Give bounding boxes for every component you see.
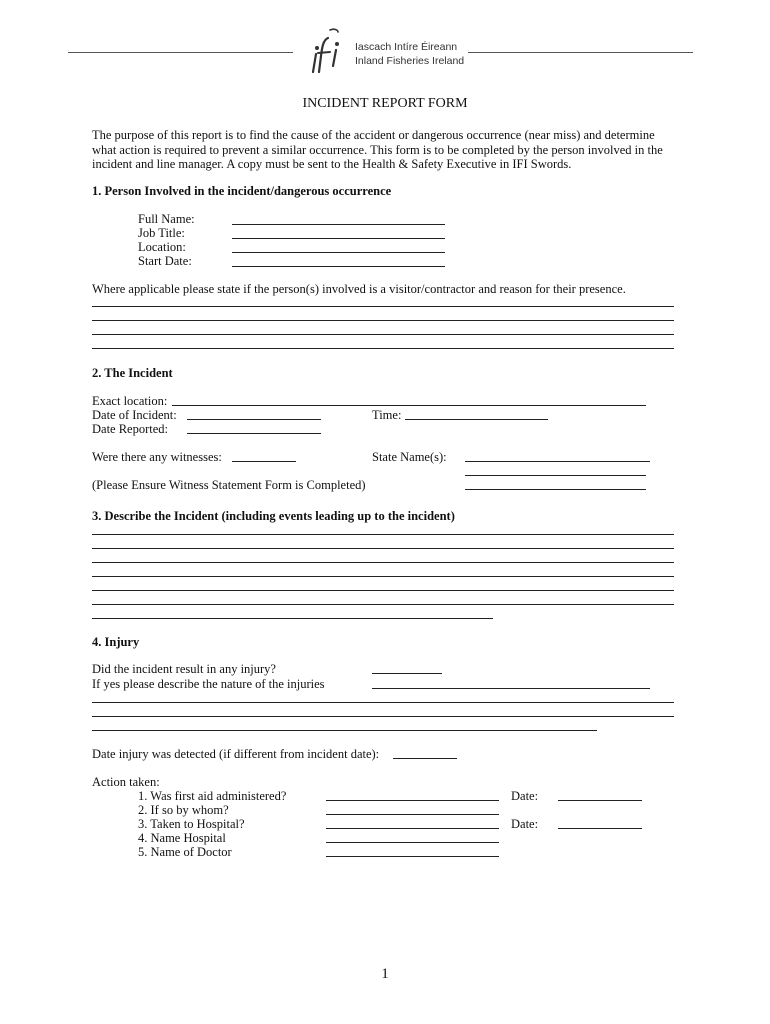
start-date-field[interactable] [232, 266, 445, 267]
describe-line-4[interactable] [92, 576, 674, 577]
first-aid-field[interactable] [326, 800, 499, 801]
field-label-location: Location: [138, 240, 186, 254]
ifi-logo-icon [304, 26, 346, 78]
field-label-full-name: Full Name: [138, 212, 195, 226]
name-doctor-field[interactable] [326, 856, 499, 857]
date-reported-field[interactable] [187, 433, 321, 434]
describe-line-7[interactable] [92, 618, 493, 619]
date-label-hospital: Date: [511, 817, 539, 831]
hospital-field[interactable] [326, 828, 499, 829]
by-whom-field[interactable] [326, 814, 499, 815]
date-detected-field[interactable] [393, 758, 457, 759]
section2-heading: 2. The Incident [92, 366, 173, 380]
visitor-line-1[interactable] [92, 306, 674, 307]
state-names-label: State Name(s): [372, 450, 447, 464]
injury-line-2[interactable] [92, 716, 674, 717]
describe-line-5[interactable] [92, 590, 674, 591]
date-of-incident-label: Date of Incident: [92, 408, 177, 422]
visitor-prompt: Where applicable please state if the person(s) involved is a visitor/contractor and reason for their presence. [92, 282, 626, 296]
org-name-english: Inland Fisheries Ireland [355, 55, 465, 67]
time-label: Time: [372, 408, 402, 422]
exact-location-label: Exact location: [92, 394, 168, 408]
witness-name-field-2[interactable] [465, 475, 646, 476]
location-field[interactable] [232, 252, 445, 253]
first-aid-date-field[interactable] [558, 800, 642, 801]
describe-line-3[interactable] [92, 562, 674, 563]
injury-describe-field[interactable] [372, 688, 650, 689]
date-reported-label: Date Reported: [92, 422, 169, 436]
date-label-first-aid: Date: [511, 789, 539, 803]
describe-line-2[interactable] [92, 548, 674, 549]
section3-heading: 3. Describe the Incident (including events leading up to the incident) [92, 509, 455, 523]
form-title: INCIDENT REPORT FORM [302, 96, 468, 111]
time-field[interactable] [405, 419, 548, 420]
action-item-name-doctor: 5. Name of Doctor [138, 845, 232, 859]
injury-question: Did the incident result in any injury? [92, 662, 276, 676]
org-name-irish: Iascach Intíre Éireann [355, 41, 458, 53]
witness-name-field-3[interactable] [465, 489, 646, 490]
date-of-incident-field[interactable] [187, 419, 321, 420]
witnesses-field[interactable] [232, 461, 296, 462]
hospital-date-field[interactable] [558, 828, 642, 829]
date-detected-label: Date injury was detected (if different from incident date): [92, 747, 380, 761]
visitor-line-2[interactable] [92, 320, 674, 321]
injury-describe-label: If yes please describe the nature of the injuries [92, 677, 325, 691]
visitor-line-3[interactable] [92, 334, 674, 335]
section1-heading: 1. Person Involved in the incident/dangerous occurrence [92, 184, 392, 198]
field-label-job-title: Job Title: [138, 226, 185, 240]
name-hospital-field[interactable] [326, 842, 499, 843]
action-item-first-aid: 1. Was first aid administered? [138, 789, 287, 803]
describe-line-6[interactable] [92, 604, 674, 605]
action-item-name-hospital: 4. Name Hospital [138, 831, 226, 845]
injury-line-3[interactable] [92, 730, 597, 731]
header-rule-right [468, 52, 693, 53]
action-item-hospital: 3. Taken to Hospital? [138, 817, 245, 831]
job-title-field[interactable] [232, 238, 445, 239]
action-taken-label: Action taken: [92, 775, 160, 789]
visitor-line-4[interactable] [92, 348, 674, 349]
section4-heading: 4. Injury [92, 635, 140, 649]
header-rule-left [68, 52, 293, 53]
field-label-start-date: Start Date: [138, 254, 192, 268]
witnesses-label: Were there any witnesses: [92, 450, 222, 464]
injury-line-1[interactable] [92, 702, 674, 703]
witness-note: (Please Ensure Witness Statement Form is Completed) [92, 478, 366, 492]
witness-name-field-1[interactable] [465, 461, 650, 462]
full-name-field[interactable] [232, 224, 445, 225]
describe-line-1[interactable] [92, 534, 674, 535]
injury-answer-field[interactable] [372, 673, 442, 674]
intro-paragraph: The purpose of this report is to find the cause of the accident or dangerous occurrence (near miss) and determine what action is required to prevent a similar occurrence. This form is to be completed by the person involved in the incident and line manager. A copy must be sent to the Health & Safety Executive in IFI Swords. [92, 128, 663, 171]
page-number: 1 [381, 966, 389, 982]
exact-location-field[interactable] [172, 405, 646, 406]
action-item-by-whom: 2. If so by whom? [138, 803, 229, 817]
